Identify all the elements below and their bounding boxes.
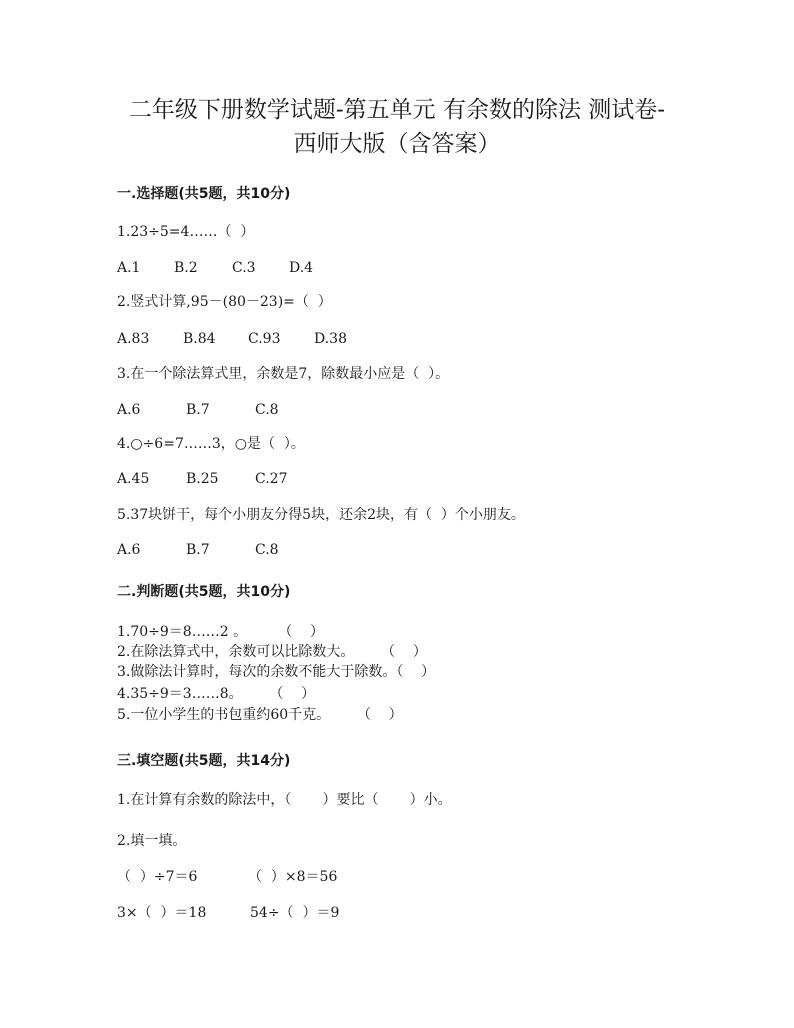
judge-question-2: 2.在除法算式中，余数可以比除数大。 （ ） xyxy=(117,644,427,660)
fill-blank-row1-a: （ ）÷7＝6 xyxy=(117,869,198,885)
section-heading-fill: 三.填空题(共5题，共14分) xyxy=(117,753,291,769)
option-d: D.4 xyxy=(289,260,314,276)
fill-question-2: 2.填一填。 xyxy=(117,833,187,849)
option-a: A.6 xyxy=(117,402,141,418)
choice-question-2: 2.竖式计算,95－(80－23)=（ ） xyxy=(117,294,332,310)
section-heading-choice: 一.选择题(共5题，共10分) xyxy=(117,186,291,202)
choice-question-3: 3.在一个除法算式里，余数是7，除数最小应是（ ）。 xyxy=(117,366,450,382)
fill-blank-row1-b: （ ）×8＝56 xyxy=(248,869,338,885)
option-c: C.3 xyxy=(232,260,256,276)
option-d: D.38 xyxy=(314,331,347,347)
option-c: C.8 xyxy=(255,402,279,418)
judge-question-1: 1.70÷9＝8……2 。 （ ） xyxy=(117,624,325,640)
fill-blank-row2-a: 3×（ ）＝18 xyxy=(117,905,207,921)
option-c: C.27 xyxy=(255,471,288,487)
option-b: B.25 xyxy=(186,471,219,487)
choice-question-4: 4.○÷6=7……3，○是（ ）。 xyxy=(117,436,305,452)
judge-question-4: 4.35÷9＝3……8。 （ ） xyxy=(117,686,316,702)
page-title-line1: 二年级下册数学试题-第五单元 有余数的除法 测试卷- xyxy=(128,97,666,123)
option-b: B.2 xyxy=(174,260,198,276)
option-b: B.84 xyxy=(183,331,216,347)
option-c: C.8 xyxy=(255,542,279,558)
option-a: A.6 xyxy=(117,542,141,558)
option-a: A.45 xyxy=(117,471,150,487)
judge-question-3: 3.做除法计算时，每次的余数不能大于除数。（ ） xyxy=(117,664,436,680)
option-a: A.1 xyxy=(117,260,141,276)
option-b: B.7 xyxy=(186,402,210,418)
option-a: A.83 xyxy=(117,331,150,347)
fill-blank-row2-b: 54÷（ ）＝9 xyxy=(250,905,340,921)
choice-question-5: 5.37块饼干，每个小朋友分得5块，还余2块，有（ ）个小朋友。 xyxy=(117,507,525,523)
judge-question-5: 5.一位小学生的书包重约60千克。 （ ） xyxy=(117,707,403,723)
option-b: B.7 xyxy=(186,542,210,558)
fill-question-1: 1.在计算有余数的除法中，（ ）要比（ ）小。 xyxy=(117,792,452,808)
page-title-line2: 西师大版（含答案） xyxy=(293,131,501,157)
section-heading-judge: 二.判断题(共5题，共10分) xyxy=(117,584,291,600)
choice-question-1: 1.23÷5=4……（ ） xyxy=(117,224,255,240)
option-c: C.93 xyxy=(248,331,281,347)
